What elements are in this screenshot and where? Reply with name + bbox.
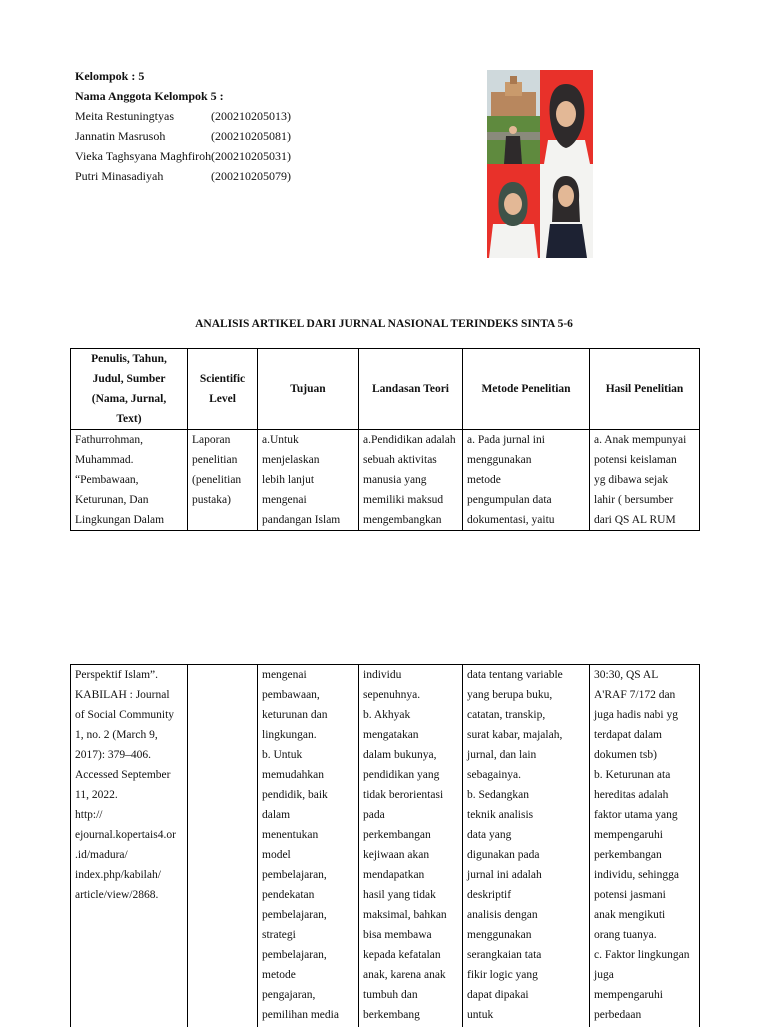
cell-result: a. Anak mempunyai potensi keislaman yg dibawa sejak lahir ( bersumber dari QS AL RUM [590,430,700,531]
article-analysis-table-continued [70,664,700,1027]
member-name: Vieka Taghsyana Maghfiroh [75,149,212,163]
cell-theory: individu sepenuhnya. b. Akhyak mengatakan dalam bukunya, pendidikan yang tidak berorientasi pada perkembangan kejiwaan akan mendapatkan hasil yang tidak maksimal, bahkan bisa membawa kepada kefatalan anak, karena anak tumbuh dan berkembang [359,665,463,1027]
table-header-row [71,349,700,430]
member-nim: (200210205013) [211,109,291,123]
group-number: Kelompok : 5 [75,69,145,83]
cell-author: Perspektif Islam”. KABILAH : Journal of Social Community 1, no. 2 (March 9, 2017): 379–406. Accessed September 11, 2022. http:// ejournal.kopertais4.or .id/madura/ index.php/kabilah/ article/view/2868. [71,665,188,1027]
member-row [75,106,291,126]
member-photo [540,164,593,258]
cell-purpose: mengenai pembawaan, keturunan dan lingkungan. b. Untuk memudahkan pendidik, baik dalam menentukan model pembelajaran, pendekatan pembelajaran, strategi pembelajaran, metode pengajaran, pemilihan media [258,665,359,1027]
member-photo [540,70,593,164]
document-title: ANALISIS ARTIKEL DARI JURNAL NASIONAL TERINDEKS SINTA 5-6 [195,318,573,330]
member-photo [487,164,540,258]
member-nim: (200210205079) [211,169,291,183]
cell-result: 30:30, QS AL A'RAF 7/172 dan juga hadis nabi yg terdapat dalam dokumen tsb) b. Keturunan ata hereditas adalah faktor utama yang mempengaruhi perkembangan individu, sehingga potensi jasmani anak mengikuti orang tuanya. c. Faktor lingkungan juga mempengaruhi perbedaan [590,665,700,1027]
table-row [71,665,700,1027]
member-name: Jannatin Masrusoh [75,129,166,143]
member-row [75,166,291,186]
col-header-theory: Landasan Teori [359,349,463,430]
cell-purpose: a.Untuk menjelaskan lebih lanjut mengenai pandangan Islam [258,430,359,531]
member-photo [487,70,540,164]
members-heading: Nama Anggota Kelompok 5 : [75,89,224,103]
member-photo-collage [487,70,594,258]
cell-scientific-level: Laporan penelitian (penelitian pustaka) [188,430,258,531]
group-info [75,66,291,186]
col-header-result: Hasil Penelitian [590,349,700,430]
col-header-scientific-level: Scientific Level [188,349,258,430]
cell-theory: a.Pendidikan adalah sebuah aktivitas manusia yang memiliki maksud mengembangkan [359,430,463,531]
col-header-author: Penulis, Tahun, Judul, Sumber (Nama, Jurnal, Text) [71,349,188,430]
cell-method: data tentang variable yang berupa buku, catatan, transkip, surat kabar, majalah, jurnal, dan lain sebagainya. b. Sedangkan teknik analisis data yang digunakan pada jurnal ini adalah deskriptif analisis dengan menggunakan serangkaian tata fikir logic yang dapat dipakai untuk [463,665,590,1027]
member-row [75,126,291,146]
member-name: Meita Restuningtyas [75,109,174,123]
table-row [71,430,700,531]
member-nim: (200210205031) [211,149,291,163]
member-name: Putri Minasadiyah [75,169,164,183]
cell-method: a. Pada jurnal ini menggunakan metode pengumpulan data dokumentasi, yaitu [463,430,590,531]
cell-author: Fathurrohman, Muhammad. “Pembawaan, Keturunan, Dan Lingkungan Dalam [71,430,188,531]
col-header-purpose: Tujuan [258,349,359,430]
article-analysis-table [70,348,700,531]
cell-scientific-level [188,665,258,1027]
member-nim: (200210205081) [211,129,291,143]
member-row [75,146,291,166]
col-header-method: Metode Penelitian [463,349,590,430]
